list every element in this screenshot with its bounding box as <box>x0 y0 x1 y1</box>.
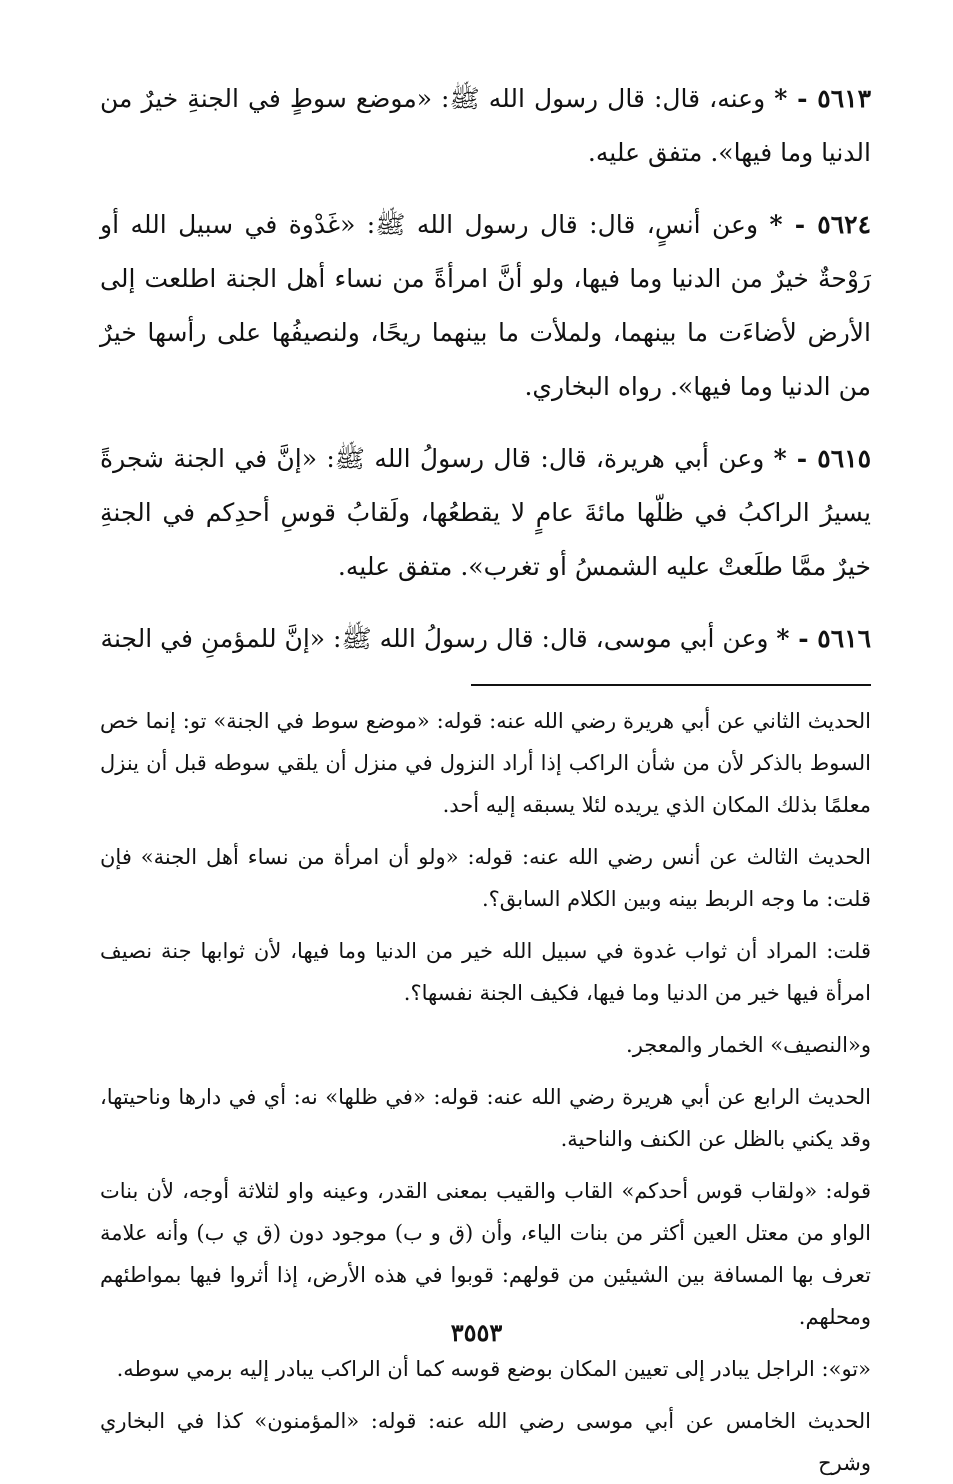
hadith-number: ٥٦١٥ - * <box>773 444 871 473</box>
hadith-number: ٥٦١٦ - * <box>776 624 871 653</box>
commentary-note: «تو»: الراجل يبادر إلى تعيين المكان بوضع قوسه كما أن الراكب يبادر إليه برمي سوطه. <box>116 1357 871 1381</box>
hadith-number: ٥٦٢٤ - * <box>769 210 872 239</box>
hadith-text: وعن أنسٍ، قال: قال رسول الله ﷺ: «غَدْوة في سبيل الله أو رَوْحةٌ خيرٌ من الدنيا وما فيها، ولو أنَّ امرأةً من نساء أهل الجنة اطلعت إلى الأرض لأضاءَت ما بينهما، ولملأت ما بينهما ريحًا، ولنصيفُها على رأسها خيرٌ من الدنيا وما فيها». رواه البخاري. <box>100 210 871 401</box>
hadith-number: ٥٦١٣ - * <box>774 84 872 113</box>
commentary-note: الحديث الثالث عن أنس رضي الله عنه: قوله: «ولو أن امرأة من نساء أهل الجنة» فإن قلت: ما وجه الربط بينه وبين الكلام السابق؟. <box>100 845 871 911</box>
footnote-divider <box>471 684 871 686</box>
commentary-note: الحديث الرابع عن أبي هريرة رضي الله عنه: قوله: «في ظلها» نه: أي في دارها وناحيتها، وقد يكني بالظل عن الكنف والناحية. <box>100 1085 871 1151</box>
hadith-text: وعنه، قال: قال رسول الله ﷺ: «موضع سوطٍ في الجنةِ خيرٌ من الدنيا وما فيها». متفق عليه. <box>100 84 871 167</box>
commentary-note: الحديث الثاني عن أبي هريرة رضي الله عنه: قوله: «موضع سوط في الجنة» تو: إنما خص السوط بالذكر لأن من شأن الراكب إذا أراد النزول في منزل أن يلقي سوطه قبل أن ينزل معلمًا بذلك المكان الذي يريده لئلا يسبقه إليه أحد. <box>100 709 871 817</box>
hadith-5613 <box>100 72 871 180</box>
commentary-note: قوله: «ولقاب قوس أحدكم» القاب والقيب بمعنى القدر، وعينه واو لثلاثة أوجه، لأن بنات الواو من معتل العين أكثر من بنات الياء، وأن (ق و ب) موجود دون (ق ي ب) وأنه علامة تعرف بها المسافة بين الشيئين من قولهم: قوبوا في هذه الأرض، إذا أثروا فيها بمواطئهم ومحلهم. <box>100 1179 871 1329</box>
hadith-text: وعن أبي موسى، قال: قال رسولُ الله ﷺ: «إنَّ للمؤمنِ في الجنة <box>100 624 769 653</box>
page-number: ٣٥٥٣ <box>450 1318 503 1347</box>
hadith-text: وعن أبي هريرة، قال: قال رسولُ الله ﷺ: «إنَّ في الجنة شجرةً يسيرُ الراكبُ في ظلّها مائةَ عامٍ لا يقطعُها، ولَقابُ قوسِ أحدِكم في الجنةِ خيرٌ ممَّا طلَعتْ عليه الشمسُ أو تغرب». متفق عليه. <box>100 444 871 581</box>
main-text <box>100 72 871 666</box>
hadith-5616 <box>100 612 871 666</box>
commentary-note: قلت: المراد أن ثواب غدوة في سبيل الله خير من الدنيا وما فيها، لأن ثوابها جنة نصيف امرأة فيها خير من الدنيا وما فيها، فكيف الجنة نفسها؟. <box>100 939 871 1005</box>
hadith-5615 <box>100 432 871 594</box>
hadith-5624 <box>100 198 871 414</box>
commentary <box>100 700 871 1484</box>
commentary-note: و«النصيف» الخمار والمعجر. <box>626 1033 871 1057</box>
commentary-note: الحديث الخامس عن أبي موسى رضي الله عنه: قوله: «المؤمنون» كذا في البخاري وشرح <box>100 1409 871 1475</box>
